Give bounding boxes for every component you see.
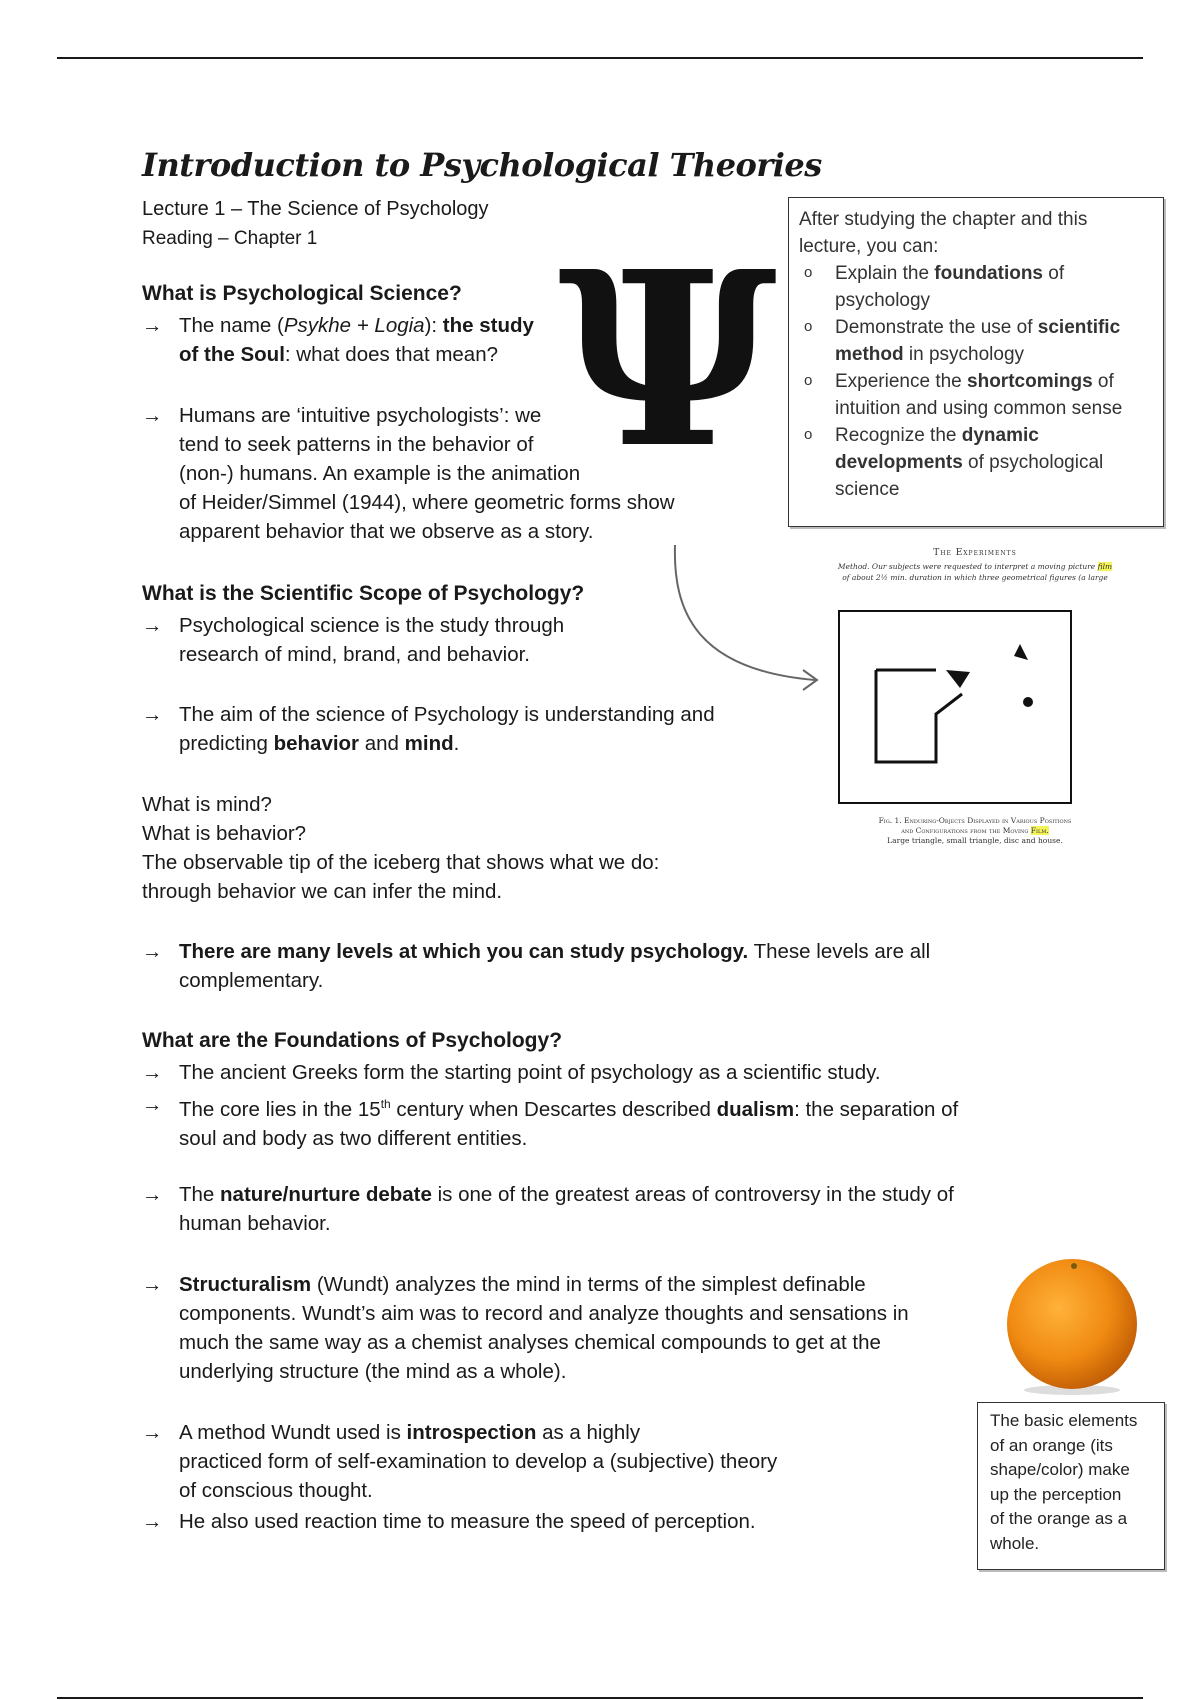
- list-item: [142, 1507, 756, 1536]
- house-shape: [876, 670, 962, 762]
- text: Humans are ‘intuitive psychologists’: we: [179, 404, 542, 427]
- arrow-icon: →: [142, 314, 163, 337]
- paragraph-line: The observable tip of the iceberg that shows what we do:: [142, 851, 660, 874]
- text: ):: [424, 314, 443, 337]
- caption-line: of an orange (its: [990, 1435, 1113, 1455]
- question-behavior: What is behavior?: [142, 822, 307, 845]
- text: soul and body as two different entities.: [179, 1126, 528, 1150]
- text: He also used reaction time to measure the speed of perception.: [179, 1510, 756, 1533]
- paragraph-line: through behavior we can infer the mind.: [142, 880, 503, 903]
- text: and: [359, 732, 405, 755]
- list-item: [799, 260, 1153, 314]
- list-item: [142, 611, 564, 669]
- orange-stem: [1071, 1263, 1077, 1269]
- bullet-icon: o: [804, 372, 813, 389]
- text: of Heider/Simmel (1944), where geometric forms show: [179, 491, 675, 514]
- reading-subtitle: Reading – Chapter 1: [142, 228, 318, 249]
- text: Psychological science is the study through: [179, 614, 565, 637]
- arrow-icon: →: [142, 1061, 163, 1084]
- psi-symbol: Ψ: [558, 219, 778, 501]
- large-triangle: [946, 670, 970, 688]
- list-item: [142, 1418, 777, 1505]
- frame: [839, 611, 1071, 803]
- caption-line: shape/color) make: [990, 1460, 1130, 1479]
- text: (non-) humans. An example is the animation: [179, 462, 581, 485]
- objective-text: Recognize the: [835, 425, 962, 446]
- objectives-list: [799, 260, 1153, 503]
- text-bold: of the Soul: [179, 343, 285, 366]
- text: The aim of the science of Psychology is understanding and: [179, 703, 715, 726]
- text: The ancient Greeks form the starting point of psychology as a scientific study.: [179, 1061, 881, 1084]
- question-mind: What is mind?: [142, 793, 272, 816]
- arrow-icon: →: [142, 703, 163, 726]
- figure-heading: The Experiments: [933, 548, 1017, 558]
- caption-line: of the orange as a: [990, 1509, 1128, 1528]
- arrow-icon: →: [142, 940, 163, 963]
- figure-drawing: [838, 610, 1078, 810]
- list-item: [799, 314, 1153, 368]
- section-heading-foundations: What are the Foundations of Psychology?: [142, 1029, 563, 1052]
- objective-text: psychology: [835, 290, 931, 311]
- learning-objectives-box: [788, 197, 1164, 527]
- text: .: [453, 732, 460, 755]
- objective-bold: foundations: [934, 263, 1043, 284]
- text: practiced form of self-examination to develop a (subjective) theory: [179, 1450, 778, 1473]
- text: apparent behavior that we observe as a story.: [179, 520, 594, 543]
- list-item: [142, 1058, 881, 1087]
- objective-text: of: [1043, 263, 1065, 284]
- list-item: [142, 1270, 909, 1386]
- arrow-icon: →: [142, 614, 163, 637]
- text: components. Wundt’s aim was to record and analyze thoughts and sensations in: [179, 1302, 909, 1325]
- text: The: [179, 1183, 221, 1206]
- text-bold: Structuralism: [179, 1273, 312, 1296]
- objective-text: of: [1092, 371, 1114, 392]
- lecture-subtitle: Lecture 1 – The Science of Psychology: [142, 198, 489, 220]
- objective-bold: scientific: [1037, 317, 1121, 338]
- text: as a highly: [536, 1421, 641, 1444]
- text: The name (: [179, 314, 284, 337]
- objective-text: science: [835, 479, 900, 500]
- text-bold: nature/nurture debate: [220, 1183, 432, 1206]
- objective-bold: dynamic: [961, 425, 1039, 446]
- text-bold: introspection: [406, 1421, 537, 1444]
- small-triangle: [1014, 644, 1028, 660]
- arrow-icon: →: [142, 1183, 163, 1206]
- caption-line: up the perception: [990, 1484, 1122, 1504]
- arrow-icon: →: [142, 404, 163, 427]
- list-item: [799, 368, 1153, 422]
- heider-simmel-figure: [800, 540, 1150, 860]
- arrow-icon: →: [142, 1093, 163, 1116]
- text: century when Descartes described: [390, 1097, 717, 1121]
- text-bold: There are many levels at which you can study psychology.: [179, 940, 749, 963]
- objective-bold: developments: [835, 452, 963, 473]
- text: tend to seek patterns in the behavior of: [179, 433, 534, 456]
- text-highlight: film: [1097, 562, 1113, 571]
- objective-bold: shortcomings: [967, 371, 1093, 392]
- figure-caption-line: Fig. 1. Enduring-Objects Displayed in Various Positions: [878, 816, 1072, 825]
- bullet-icon: o: [804, 318, 813, 335]
- caption-line: whole.: [990, 1533, 1040, 1553]
- text: much the same way as a chemist analyses chemical compounds to get at the: [179, 1331, 881, 1354]
- list-item: [142, 1090, 958, 1153]
- text: These levels are all: [748, 940, 931, 963]
- text: predicting: [179, 732, 274, 755]
- text: complementary.: [179, 969, 324, 992]
- text-highlight: Film.: [1030, 826, 1049, 835]
- text-bold: dualism: [716, 1097, 795, 1121]
- page-title: Introduction to Psychological Theories: [142, 146, 822, 184]
- list-item: [142, 937, 930, 995]
- caption-line: The basic elements: [990, 1411, 1138, 1430]
- disc: [1023, 697, 1033, 707]
- text: The core lies in the 15: [179, 1097, 381, 1121]
- figure-caption-line: Large triangle, small triangle, disc and house.: [887, 836, 1063, 845]
- bullet-icon: o: [804, 426, 813, 443]
- list-item: [142, 700, 715, 758]
- objective-text: Explain the: [835, 263, 935, 284]
- orange-body: [1007, 1259, 1137, 1389]
- text-bold: mind: [404, 732, 454, 755]
- superscript: th: [380, 1097, 391, 1111]
- objective-text: Demonstrate the use of: [835, 317, 1038, 338]
- text: A method Wundt used is: [179, 1421, 407, 1444]
- orange-image: [1002, 1252, 1142, 1397]
- top-rule: [57, 57, 1143, 59]
- list-item: [142, 311, 534, 369]
- text: underlying structure (the mind as a whole).: [179, 1360, 567, 1383]
- arrow-icon: →: [142, 1273, 163, 1296]
- bottom-rule: [57, 1697, 1143, 1699]
- text: : the separation of: [794, 1097, 959, 1121]
- text-bold: behavior: [273, 732, 360, 755]
- text: Method. Our subjects were requested to interpret a moving picture: [837, 562, 1098, 571]
- objective-text: Experience the: [835, 371, 968, 392]
- list-item: [799, 422, 1153, 503]
- text-bold: the study: [442, 314, 534, 337]
- bullet-icon: o: [804, 264, 813, 281]
- objective-bold: method: [835, 344, 904, 365]
- text: of conscious thought.: [179, 1479, 373, 1502]
- text: human behavior.: [179, 1212, 331, 1235]
- arrow-icon: →: [142, 1510, 163, 1533]
- text: and Configurations from the Moving: [901, 826, 1031, 835]
- figure-caption-line: [800, 826, 1150, 835]
- section-heading-psychological-science: What is Psychological Science?: [142, 282, 462, 305]
- objective-text: in psychology: [903, 344, 1025, 365]
- arrow-icon: →: [142, 1421, 163, 1444]
- list-item: [142, 401, 675, 546]
- orange-caption-box: [977, 1402, 1165, 1570]
- objective-text: of psychological: [962, 452, 1104, 473]
- text: : what does that mean?: [284, 343, 499, 366]
- text: (Wundt) analyzes the mind in terms of the simplest definable: [311, 1273, 866, 1296]
- objectives-intro-2: lecture, you can:: [799, 236, 939, 257]
- list-item: [142, 1180, 954, 1238]
- objectives-intro-1: After studying the chapter and this: [799, 209, 1088, 230]
- text: is one of the greatest areas of controversy in the study of: [431, 1183, 954, 1206]
- text-italic: Psykhe + Logia: [283, 314, 425, 337]
- section-heading-scientific-scope: What is the Scientific Scope of Psychology?: [142, 582, 585, 605]
- text: research of mind, brand, and behavior.: [179, 643, 530, 666]
- figure-text-line: [800, 562, 1150, 571]
- figure-text-line: of about 2½ min. duration in which three geometrical figures (a large: [842, 573, 1108, 582]
- objective-text: intuition and using common sense: [835, 398, 1123, 419]
